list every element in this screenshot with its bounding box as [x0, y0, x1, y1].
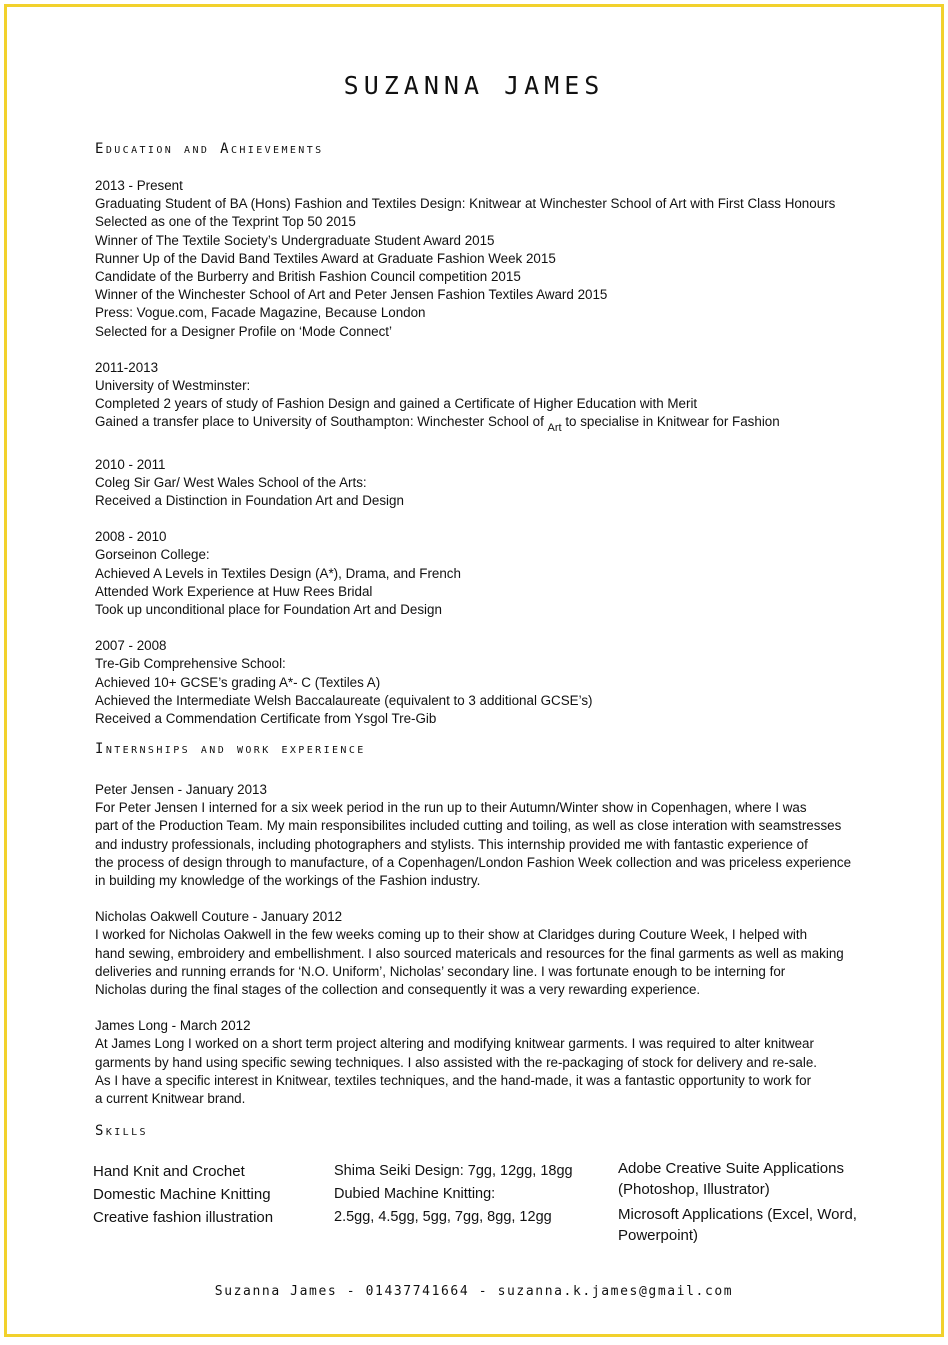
entry-line: Selected as one of the Texprint Top 50 2015: [95, 214, 356, 230]
internships-heading: Internships and work experience: [95, 741, 366, 757]
entry-line: Tre-Gib Comprehensive School:: [95, 656, 286, 672]
skill-item: (Photoshop, Illustrator): [618, 1181, 770, 1198]
internship-line: As I have a specific interest in Knitwear, textiles techniques, and the hand-made, it was a fantastic opportunity to work for: [95, 1072, 812, 1088]
education-entry: [95, 177, 895, 341]
skill-item: 2.5gg, 4.5gg, 5gg, 7gg, 8gg, 12gg: [334, 1209, 552, 1225]
internship-line: For Peter Jensen I interned for a six week period in the run up to their Autumn/Winter show in Copenhagen, where I was: [95, 800, 807, 816]
education-entry: [95, 359, 895, 438]
education-heading: Education and Achievements: [95, 141, 324, 157]
entry-period: 2013 - Present: [95, 178, 183, 193]
internship-entry: [95, 781, 895, 890]
skill-item: Dubied Machine Knitting:: [334, 1186, 496, 1202]
skill-item: Creative fashion illustration: [93, 1209, 274, 1226]
transfer-text: Gained a transfer place to University of Southampton: Winchester School of: [95, 414, 548, 430]
internship-line: part of the Production Team. My main responsibilites included cutting and toiling, as well as close interation with seamstresses: [95, 818, 842, 834]
internship-line: and industry professionals, including photographers and stylists. This internship provided me with fantastic experience of: [95, 836, 808, 852]
entry-line: Took up unconditional place for Foundation Art and Design: [95, 602, 442, 618]
internship-line: deliveries and running errands for ‘N.O. Uniform’, Nicholas’ secondary line. I was fortunate enough to be interning for: [95, 963, 786, 979]
education-entry: [95, 528, 895, 619]
internship-title: Nicholas Oakwell Couture - January 2012: [95, 909, 343, 925]
entry-line: University of Westminster:: [95, 378, 251, 394]
internship-line: in building my knowledge of the workings of the Fashion industry.: [95, 873, 481, 889]
cv-footer: Suzanna James - 01437741664 - suzanna.k.james@gmail.com: [214, 1284, 734, 1299]
internship-line: At James Long I worked on a short term project altering and modifying knitwear garments. I was required to alter knitwear: [95, 1036, 814, 1052]
entry-line: Attended Work Experience at Huw Rees Bridal: [95, 583, 373, 599]
education-entry: [95, 456, 895, 511]
entry-line: Press: Vogue.com, Facade Magazine, Because London: [95, 305, 426, 321]
entry-period: 2007 - 2008: [95, 638, 167, 654]
entry-line: Candidate of the Burberry and British Fashion Council competition 2015: [95, 269, 521, 285]
transfer-text: to specialise in Knitwear for Fashion: [561, 414, 780, 430]
internship-entry: [95, 908, 895, 999]
skills-column-2: [334, 1160, 573, 1229]
entry-line: Winner of the Winchester School of Art and Peter Jensen Fashion Textiles Award 2015: [95, 287, 608, 303]
skill-item: Shima Seiki Design: 7gg, 12gg, 18gg: [334, 1163, 573, 1179]
education-list: [95, 177, 895, 746]
internship-line: I worked for Nicholas Oakwell in the few weeks coming up to their show at Claridges during Couture Week, I helped with: [95, 927, 808, 943]
entry-line: Achieved the Intermediate Welsh Baccalaureate (equivalent to 3 additional GCSE’s): [95, 692, 593, 708]
transfer-line: [95, 413, 895, 437]
skill-item: Powerpoint): [618, 1227, 699, 1244]
entry-line: Received a Distinction in Foundation Art and Design: [95, 493, 404, 509]
entry-line: Graduating Student of BA (Hons) Fashion and Textiles Design: Knitwear at Winchester School of Art with First Class Honours: [95, 196, 836, 212]
entry-line: Completed 2 years of study of Fashion Design and gained a Certificate of Higher Education with Merit: [95, 396, 698, 412]
education-entry: [95, 637, 895, 728]
internship-title: James Long - March 2012: [95, 1018, 251, 1034]
internship-title: Peter Jensen - January 2013: [95, 782, 267, 797]
internship-line: the process of design through to manufacture, of a Copenhagen/London Fashion Week collection and was priceless experience: [95, 854, 852, 870]
entry-line: Achieved A Levels in Textiles Design (A*), Drama, and French: [95, 565, 461, 581]
internship-entry: [95, 1017, 895, 1108]
cv-name: SUZANNA JAMES: [343, 71, 605, 100]
entry-line: Coleg Sir Gar/ West Wales School of the Arts:: [95, 474, 367, 490]
transfer-sub: Art: [547, 422, 562, 435]
skill-item: Domestic Machine Knitting: [93, 1186, 271, 1203]
entry-line: Gorseinon College:: [95, 547, 210, 563]
internship-line: a current Knitwear brand.: [95, 1091, 246, 1107]
entry-line: Runner Up of the David Band Textiles Award at Graduate Fashion Week 2015: [95, 250, 556, 266]
skills-column-1: [93, 1160, 273, 1229]
entry-line: Achieved 10+ GCSE’s grading A*- C (Textiles A): [95, 674, 381, 690]
skills-heading: Skills: [95, 1123, 148, 1139]
entry-line: Received a Commendation Certificate from Ysgol Tre-Gib: [95, 711, 437, 727]
skill-item: Hand Knit and Crochet: [93, 1163, 245, 1180]
entry-line: Selected for a Designer Profile on ‘Mode Connect’: [95, 323, 392, 339]
entry-period: 2010 - 2011: [95, 456, 166, 472]
skill-item: Adobe Creative Suite Applications: [618, 1160, 844, 1177]
internship-line: hand sewing, embroidery and embellishment. I also sourced matericals and resources for the final garments as well as making: [95, 945, 844, 961]
internship-line: garments by hand using specific sewing techniques. I also assisted with the re-packaging of stock for delivery and re-sale.: [95, 1054, 817, 1070]
cv-page: [4, 4, 944, 1337]
entry-period: 2011-2013: [95, 359, 159, 375]
skills-column-3: [618, 1158, 857, 1246]
internship-line: Nicholas during the final stages of the collection and consequently it was a very rewarding experience.: [95, 982, 701, 998]
entry-period: 2008 - 2010: [95, 529, 167, 545]
internships-list: [95, 781, 895, 1126]
entry-line: Winner of The Textile Society’s Undergraduate Student Award 2015: [95, 232, 495, 248]
skill-item: Microsoft Applications (Excel, Word,: [618, 1206, 857, 1223]
